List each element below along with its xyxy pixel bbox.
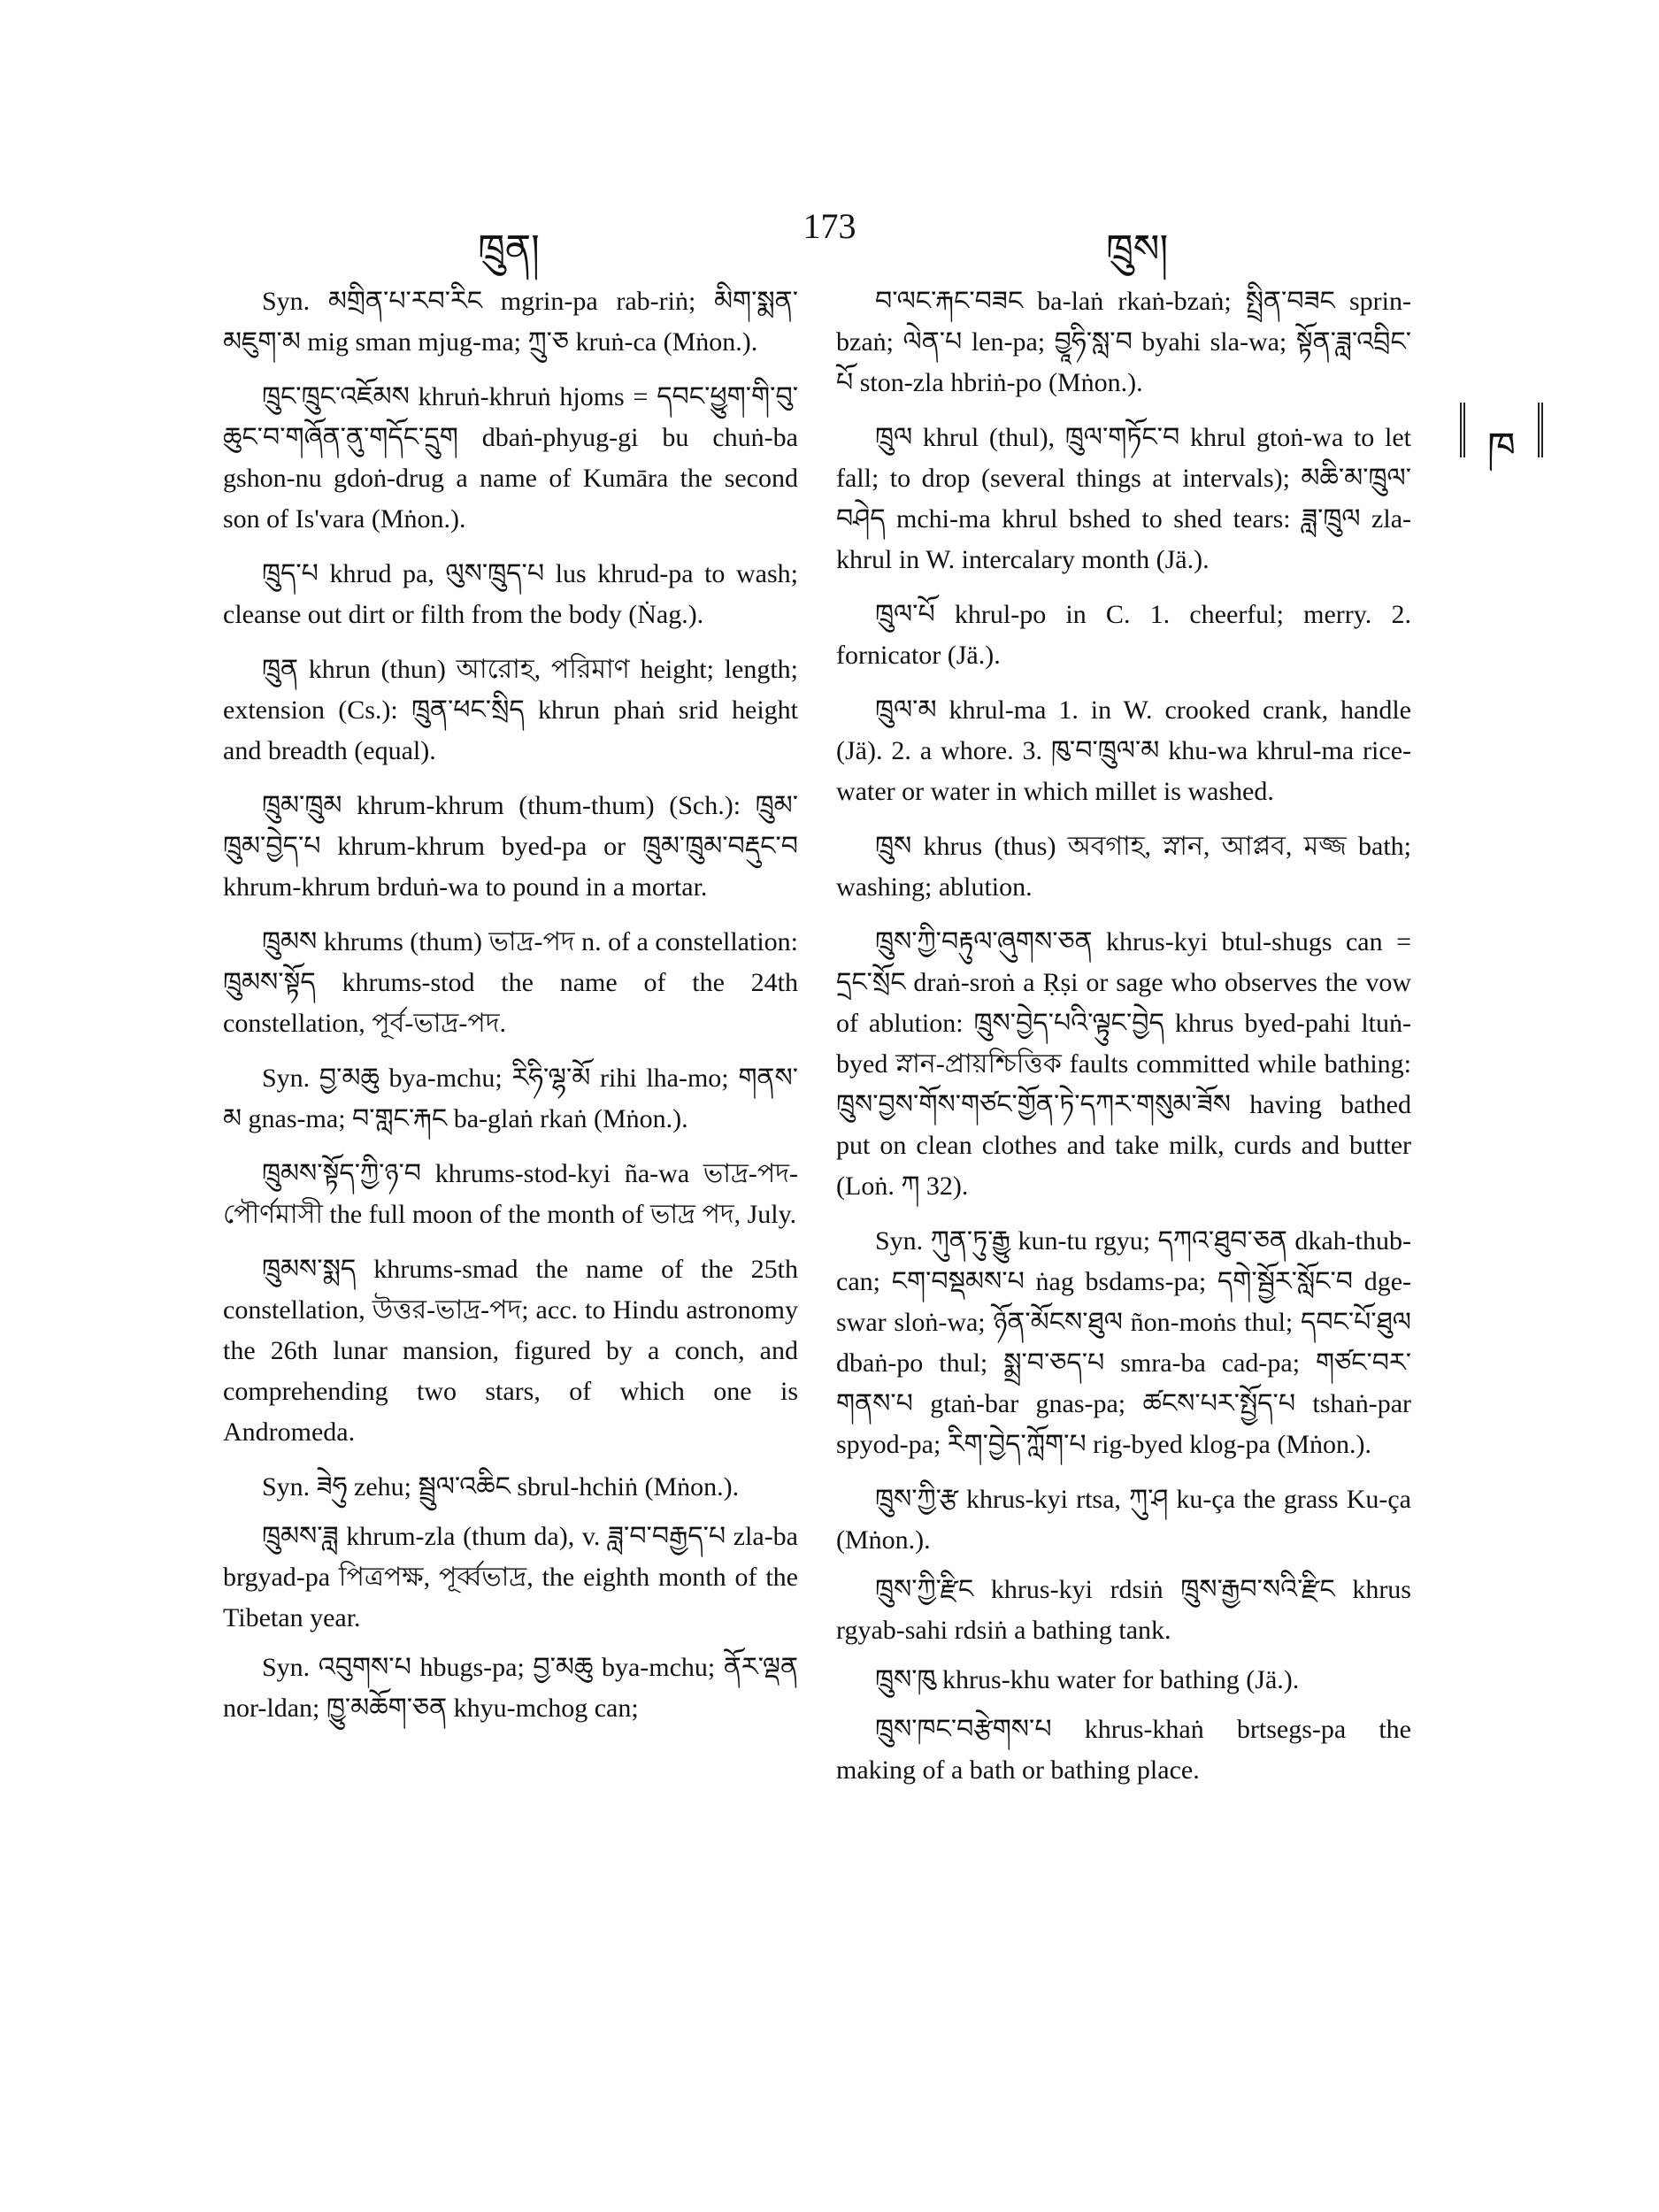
dictionary-entry: ཁྲུལ khrul (thul), ཁྲུལ་གཏོང་བ khrul gtoṅ-wa to let fall; to drop (several things at intervals); མཆི་མ་ཁྲུལ་བཤེད mchi-ma khrul bshed to shed tears: ཟླ་ཁྲུལ zla-khrul in W. intercalary month (Jä.). [836, 423, 1411, 574]
dictionary-entry: ཁྲུས་ཀྱི་རྩ khrus-kyi rtsa, ཀུ་ཤ ku-ça the grass Ku-ça (Mṅon.). [836, 1485, 1411, 1555]
dictionary-entry: ཁྲུང་ཁྲུང་འཇོམས khruṅ-khruṅ hjoms = དབང་ཕྱུག་གི་བུ་ཆུང་བ་གཞོན་ནུ་གདོང་དྲུག dbaṅ-phyug-gi bu chuṅ-ba gshon-nu gdoṅ-drug a name of Kumāra the second son of Is'vara (Mṅon.). [223, 382, 798, 534]
dictionary-entry: Syn. ཟེཧུ zehu; སྦྲུལ་འཆིང sbrul-hchiṅ (Mṅon.). [262, 1472, 740, 1502]
page-header [0, 205, 1659, 272]
thumb-index-tab: ཁ [1460, 403, 1543, 457]
dictionary-entry: Syn. མགྲིན་པ་རབ་རིང mgrin-pa rab-riṅ; མིག་སྨན་མཇུག་མ mig sman mjug-ma; ཀྲུ་ཅ kruṅ-ca (Mṅon.). [223, 287, 798, 357]
dictionary-entry: Syn. འབུགས་པ hbugs-pa; བྱ་མཆུ bya-mchu; ནོར་ལྡན nor-ldan; ཁྱུ་མཆོག་ཅན khyu-mchog can; [223, 1653, 798, 1723]
dictionary-entry: ཁྲུལ་མ khrul-ma 1. in W. crooked crank, handle (Jä). 2. a whore. 3. ཁུ་བ་ཁྲུལ་མ khu-wa khrul-ma rice-water or water in which millet is washed. [836, 695, 1411, 806]
dictionary-entry: Syn. བྱ་མཆུ bya-mchu; རིཧི་ལྷ་མོ rihi lha-mo; གནས་མ gnas-ma; བ་གླང་རྐང ba-glaṅ rkaṅ (Mṅon.). [223, 1064, 798, 1133]
dictionary-entry: ཁྲུས་ཀྱི་བརྟུལ་ཞུགས་ཅན khrus-kyi btul-shugs can = དྲང་སྲོང draṅ-sroṅ a Ṛṣi or sage who observes the vow of ablution: ཁྲུས་བྱེད་པའི་ལྟུང་བྱེད khrus byed-pahi ltuṅ-byed স্নান-প্রায়শ্চিত্তিক faults committed while bathing: ཁྲུས་བྱས་གོས་གཙང་གྱོན་ཏེ་དཀར་གསུམ་ཟོས having bathed put on clean clothes and take milk, curds and butter (Loṅ. ཀ 32). [836, 927, 1411, 1201]
dictionary-entry: ཁྲུད་པ khrud pa, ལུས་ཁྲུད་པ lus khrud-pa to wash; cleanse out dirt or filth from the body (Ṅag.). [223, 559, 798, 629]
dictionary-entry: ཁྲུམས་ཟླ khrum-zla (thum da), v. ཟླ་བ་བརྒྱད་པ zla-ba brgyad-pa পিত্রপক্ষ, পূর্ব্বভাদ্র, the eighth month of the Tibetan year. [223, 1522, 798, 1632]
page-number: 173 [803, 206, 856, 246]
left-column [223, 281, 798, 1743]
dictionary-entry: ཁྲུམ་ཁྲུམ khrum-khrum (thum-thum) (Sch.): ཁྲུམ་ཁྲུམ་བྱེད་པ khrum-khrum byed-pa or ཁྲུམ་ཁྲུམ་བརྡུང་བ khrum-khrum brduṅ-wa to pound in a mortar. [223, 791, 798, 902]
dictionary-entry: ཁྲུམས khrums (thum) ভাদ্র-পদ n. of a constellation: ཁྲུམས་སྟོད khrums-stod the name of the 24th constellation, পূর্ব-ভাদ্র-পদ. [223, 927, 799, 1038]
dictionary-entry: ཁྲུམས་སྨད khrums-smad the name of the 25th constellation, উত্তর-ভাদ্র-পদ; acc. to Hindu astronomy the 26th lunar mansion, figured by a conch, and comprehending two stars, of which one is Andromeda. [223, 1255, 798, 1447]
dictionary-entry: ཁྲུས khrus (thus) অবগাহ, স্নান, আপ্লব, মজ্জ bath; washing; ablution. [836, 832, 1411, 902]
dictionary-entry: ཁྲུན khrun (thun) আরোহ, পরিমাণ height; length; extension (Cs.): ཁྲུན་ཕང་སྲིད khrun phaṅ srid height and breadth (equal). [223, 655, 798, 765]
left-running-headword: ཁྲུན། [478, 227, 540, 272]
dictionary-entry: ཁྲུམས་སྟོད་ཀྱི་ཉ་བ khrums-stod-kyi ña-wa ভাদ্র-পদ-পৌর্ণমাসী the full moon of the month of ভাদ্র পদ, July. [223, 1159, 798, 1229]
dictionary-entry: Syn. ཀུན་ཏུ་རྒྱུ kun-tu rgyu; དཀའ་ཐུབ་ཅན dkah-thub-can; ངག་བསྡམས་པ ṅag bsdams-pa; དགེ་སྦྱོར་སློང་བ dge-swar sloṅ-wa; ཉོན་མོངས་ཐུལ ñon-moṅs thul; དབང་པོ་ཐུལ dbaṅ-po thul; སྨྲ་བ་ཅད་པ smra-ba cad-pa; གཙང་བར་གནས་པ gtaṅ-bar gnas-pa; ཚངས་པར་སྤྱོད་པ tshaṅ-par spyod-pa; རིག་བྱེད་ཀློག་པ rig-byed klog-pa (Mṅon.). [836, 1226, 1411, 1459]
dictionary-entry: བ་ལང་རྐང་བཟང ba-laṅ rkaṅ-bzaṅ; སྤྲིན་བཟང sprin-bzaṅ; ལེན་པ len-pa; བྱཱཧི་སླ་བ byahi sla-wa; སྟོན་ཟླ་འབྲིང་པོ ston-zla hbriṅ-po (Mṅon.). [836, 287, 1411, 397]
dictionary-entry: ཁྲུལ་པོ khrul-po in C. 1. cheerful; merry. 2. fornicator (Jä.). [836, 600, 1411, 670]
dictionary-entry: ཁྲུས་ཁང་བརྩེགས་པ khrus-khaṅ brtsegs-pa the making of a bath or bathing place. [836, 1715, 1411, 1785]
right-column [836, 281, 1411, 1805]
right-running-headword: ཁྲུས། [1106, 227, 1169, 272]
dictionary-entry: ཁྲུས་ཀྱི་རྫིང khrus-kyi rdsiṅ ཁྲུས་རྒྱབ་སའི་རྫིང khrus rgyab-sahi rdsiṅ a bathing tank. [836, 1575, 1411, 1645]
dictionary-entry: ཁྲུས་ཁུ khrus-khu water for bathing (Jä.). [875, 1665, 1300, 1694]
